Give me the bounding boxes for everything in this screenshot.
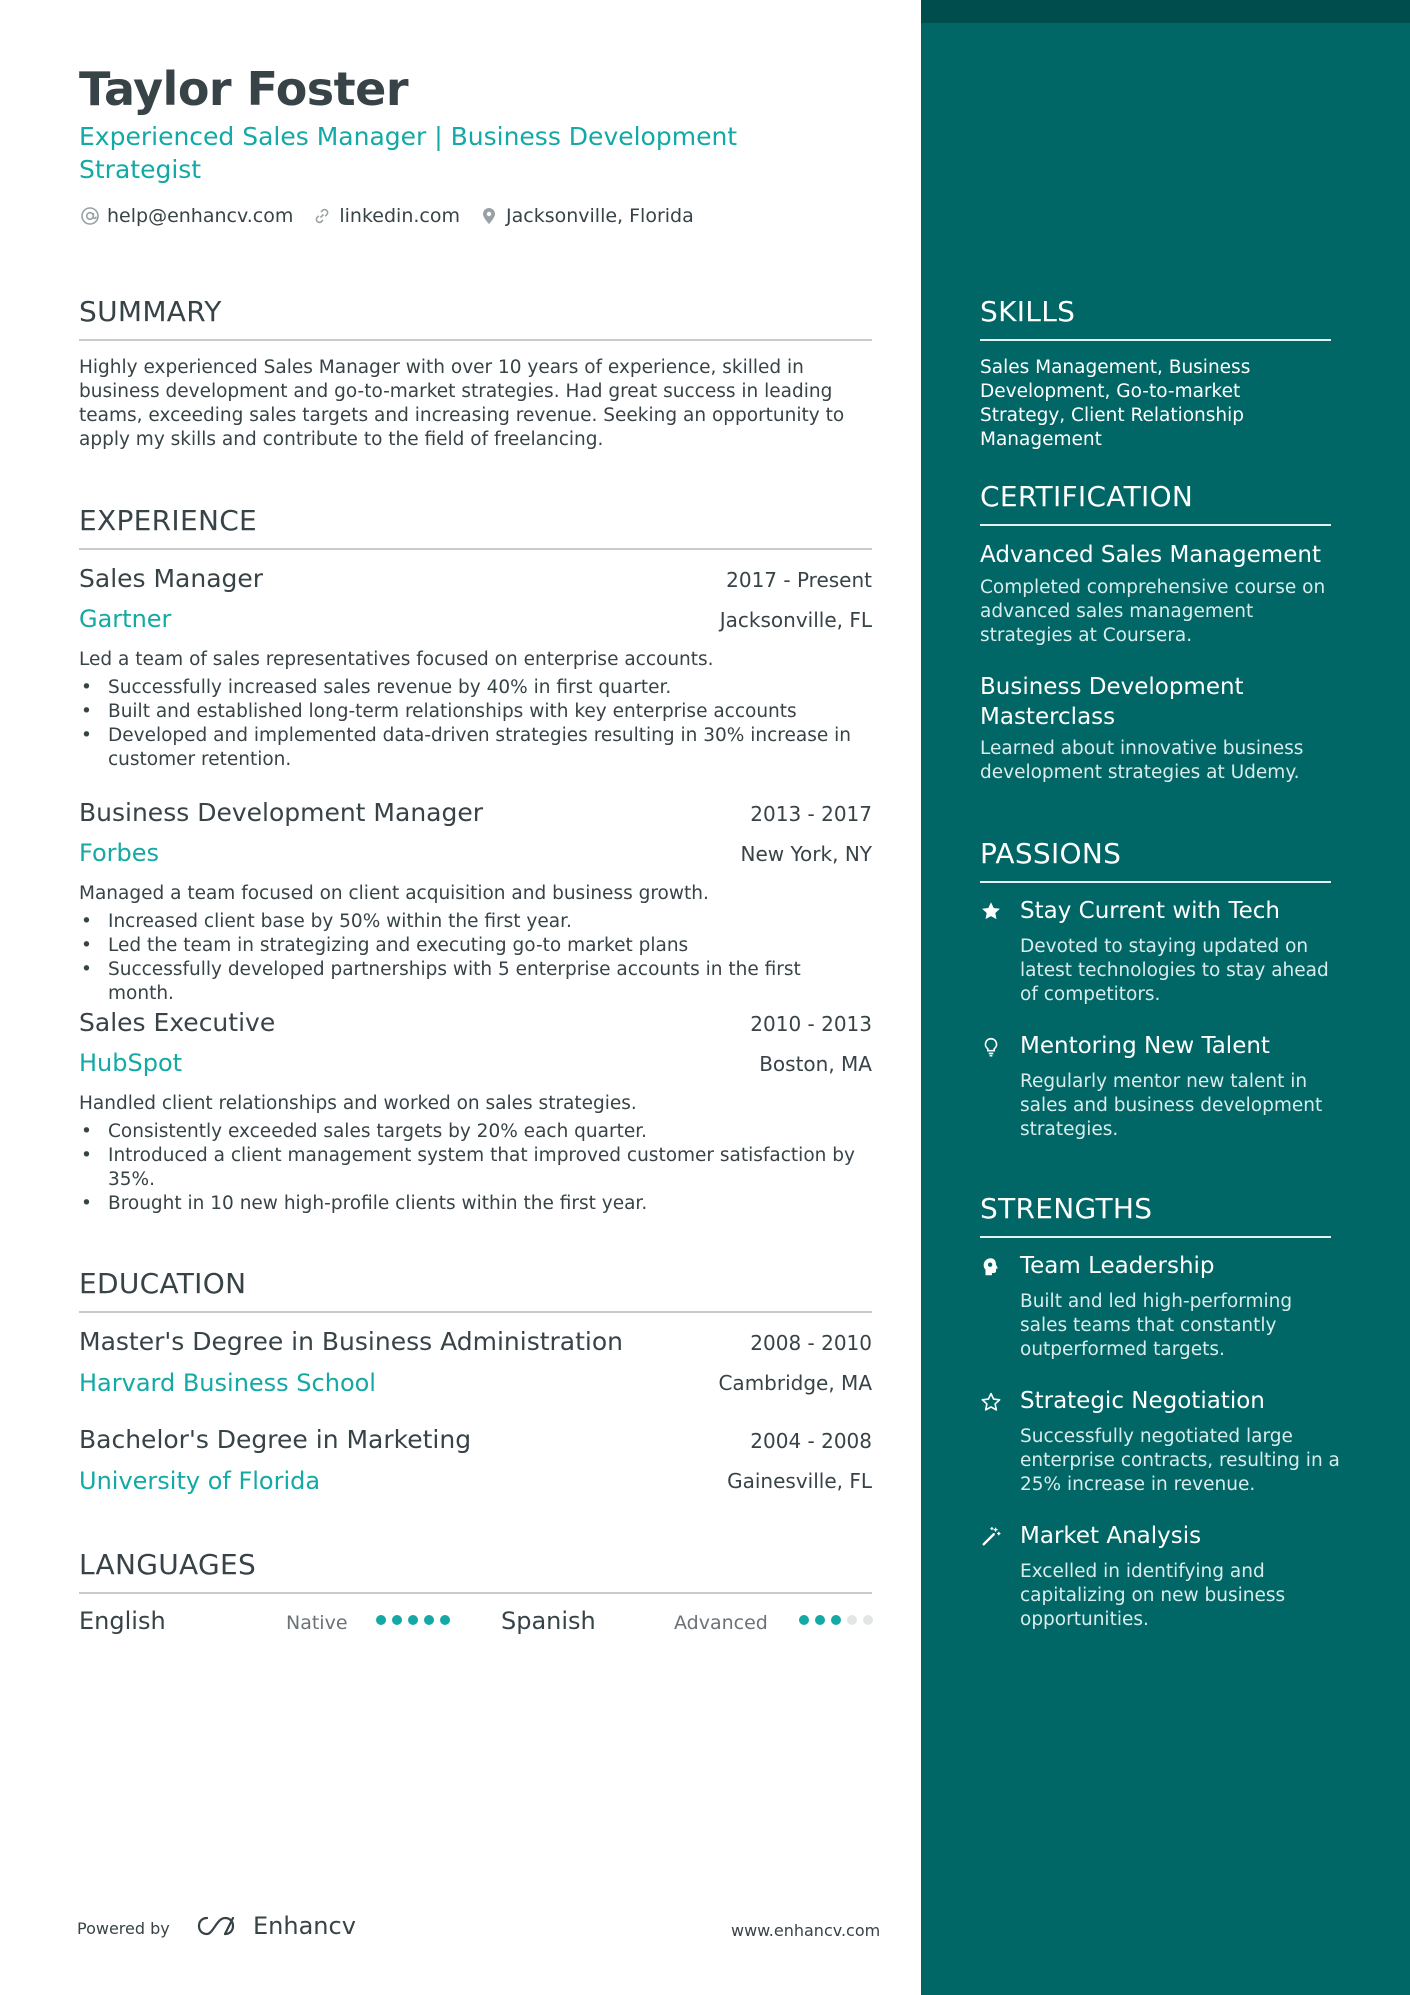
section-heading-skills: SKILLS: [980, 295, 1076, 328]
education-school: Harvard Business School: [79, 1369, 376, 1397]
section-heading-certification: CERTIFICATION: [980, 480, 1194, 513]
rating-dot-filled: [440, 1615, 450, 1625]
rating-dot-filled: [831, 1615, 841, 1625]
section-divider: [980, 339, 1331, 341]
contact-email[interactable]: [79, 205, 293, 227]
education-dates: 2004 - 2008: [750, 1429, 872, 1453]
list-item: • Developed and implemented data-driven strategies resulting in 30% increase in customer retention.: [79, 724, 872, 772]
strength-title: Team Leadership: [1020, 1253, 1215, 1279]
rating-dot-filled: [799, 1615, 809, 1625]
section-heading-passions: PASSIONS: [980, 837, 1122, 870]
rating-dot-filled: [392, 1615, 402, 1625]
list-item: • Successfully increased sales revenue by 40% in first quarter.: [79, 676, 872, 700]
job-company: Gartner: [79, 605, 172, 633]
infinity-logo-icon: [195, 1914, 241, 1938]
section-divider: [79, 1311, 872, 1313]
magic-wand-icon: [979, 1525, 1003, 1549]
certification-description: Completed comprehensive course on advanced sales management strategies at Coursera.: [980, 577, 1326, 646]
job-title: Sales Manager: [79, 564, 264, 593]
job-bullets: [79, 910, 872, 1006]
language-name: English: [79, 1607, 166, 1635]
language-rating: [799, 1615, 879, 1625]
section-heading-education: EDUCATION: [79, 1267, 247, 1300]
rating-dot-empty: [847, 1615, 857, 1625]
education-degree: Master's Degree in Business Administration: [79, 1327, 624, 1356]
language-rating: [376, 1615, 456, 1625]
contact-linkedin-text: linkedin.com: [339, 205, 460, 227]
section-divider: [79, 548, 872, 550]
job-description: Handled client relationships and worked on sales strategies.: [79, 1093, 637, 1114]
certification-description: Learned about innovative business development strategies at Udemy.: [980, 738, 1304, 783]
strength-description: Built and led high-performing sales teams that constantly outperformed targets.: [1020, 1291, 1293, 1360]
strength-title: Strategic Negotiation: [1020, 1388, 1265, 1414]
job-dates: 2017 - Present: [726, 568, 872, 592]
link-icon: [311, 205, 333, 227]
education-degree: Bachelor's Degree in Marketing: [79, 1425, 472, 1454]
candidate-name: Taylor Foster: [79, 62, 409, 116]
contact-location: [478, 205, 694, 227]
passion-description: Regularly mentor new talent in sales and business development strategies.: [1020, 1071, 1323, 1140]
job-title: Sales Executive: [79, 1008, 276, 1037]
job-bullets: [79, 1120, 872, 1216]
contact-list: [79, 205, 712, 227]
rating-dot-filled: [376, 1615, 386, 1625]
section-divider: [980, 881, 1331, 883]
passion-title: Mentoring New Talent: [1020, 1033, 1270, 1059]
language-level: Native: [286, 1612, 348, 1634]
summary-text: Highly experienced Sales Manager with over 10 years of experience, skilled in business development and go-to-market strategies. Had great success in leading teams, exceeding sales targets and increasing revenue. Seeking an opportunity to apply my skills and contribute to the field of freelancing.: [79, 357, 845, 450]
at-icon: [79, 205, 101, 227]
education-dates: 2008 - 2010: [750, 1331, 872, 1355]
section-heading-languages: LANGUAGES: [79, 1548, 257, 1581]
certification-title: Business Development Masterclass: [980, 674, 1244, 730]
list-item: • Brought in 10 new high-profile clients within the first year.: [79, 1192, 872, 1216]
rating-dot-filled: [408, 1615, 418, 1625]
job-description: Led a team of sales representatives focused on enterprise accounts.: [79, 649, 714, 670]
section-heading-strengths: STRENGTHS: [980, 1192, 1153, 1225]
education-school: University of Florida: [79, 1467, 321, 1495]
list-item: • Introduced a client management system that improved customer satisfaction by 35%.: [79, 1144, 872, 1192]
passion-description: Devoted to staying updated on latest technologies to stay ahead of competitors.: [1020, 936, 1329, 1005]
education-location: Cambridge, MA: [718, 1371, 872, 1395]
section-divider: [79, 339, 872, 341]
section-heading-experience: EXPERIENCE: [79, 504, 258, 537]
strength-title: Market Analysis: [1020, 1523, 1202, 1549]
website-link[interactable]: www.enhancv.com: [731, 1921, 881, 1940]
job-location: Boston, MA: [759, 1052, 872, 1076]
education-location: Gainesville, FL: [727, 1469, 872, 1493]
list-item: • Led the team in strategizing and executing go-to market plans: [79, 934, 872, 958]
list-item: • Consistently exceeded sales targets by 20% each quarter.: [79, 1120, 872, 1144]
job-bullets: [79, 676, 872, 772]
job-company: Forbes: [79, 839, 160, 867]
job-description: Managed a team focused on client acquisition and business growth.: [79, 883, 709, 904]
job-dates: 2013 - 2017: [750, 802, 872, 826]
contact-location-text: Jacksonville, Florida: [506, 205, 694, 227]
job-location: Jacksonville, FL: [719, 608, 872, 632]
candidate-title: Experienced Sales Manager | Business Development Strategist: [79, 122, 738, 184]
section-divider: [79, 1592, 872, 1594]
job-company: HubSpot: [79, 1049, 183, 1077]
strength-description: Excelled in identifying and capitalizing on new business opportunities.: [1020, 1561, 1286, 1630]
section-divider: [980, 1236, 1331, 1238]
contact-linkedin[interactable]: [311, 205, 460, 227]
section-divider: [980, 524, 1331, 526]
enhancv-logo[interactable]: [195, 1912, 356, 1940]
job-title: Business Development Manager: [79, 798, 484, 827]
language-level: Advanced: [674, 1612, 768, 1634]
strength-description: Successfully negotiated large enterprise contracts, resulting in a 25% increase in revenue.: [1020, 1426, 1340, 1495]
skills-text: Sales Management, Business Development, Go-to-market Strategy, Client Relationship Management: [980, 357, 1251, 450]
contact-email-text: help@enhancv.com: [107, 205, 294, 227]
brand-name: Enhancv: [253, 1912, 356, 1940]
job-dates: 2010 - 2013: [750, 1012, 872, 1036]
star-icon: [979, 899, 1003, 923]
job-location: New York, NY: [740, 842, 872, 866]
sidebar-top-band: [921, 0, 1410, 23]
section-heading-summary: SUMMARY: [79, 295, 222, 328]
head-icon: [979, 1255, 1003, 1279]
powered-by-label: Powered by: [77, 1919, 170, 1938]
rating-dot-filled: [815, 1615, 825, 1625]
language-name: Spanish: [501, 1607, 596, 1635]
list-item: • Increased client base by 50% within the first year.: [79, 910, 872, 934]
rating-dot-empty: [863, 1615, 873, 1625]
star-outline-icon: [979, 1390, 1003, 1414]
list-item: • Successfully developed partnerships with 5 enterprise accounts in the first month.: [79, 958, 872, 1006]
list-item: • Built and established long-term relationships with key enterprise accounts: [79, 700, 872, 724]
lightbulb-icon: [979, 1035, 1003, 1059]
location-pin-icon: [478, 205, 500, 227]
certification-title: Advanced Sales Management: [980, 542, 1321, 568]
passion-title: Stay Current with Tech: [1020, 898, 1280, 924]
languages-row: [79, 1607, 872, 1641]
rating-dot-filled: [424, 1615, 434, 1625]
